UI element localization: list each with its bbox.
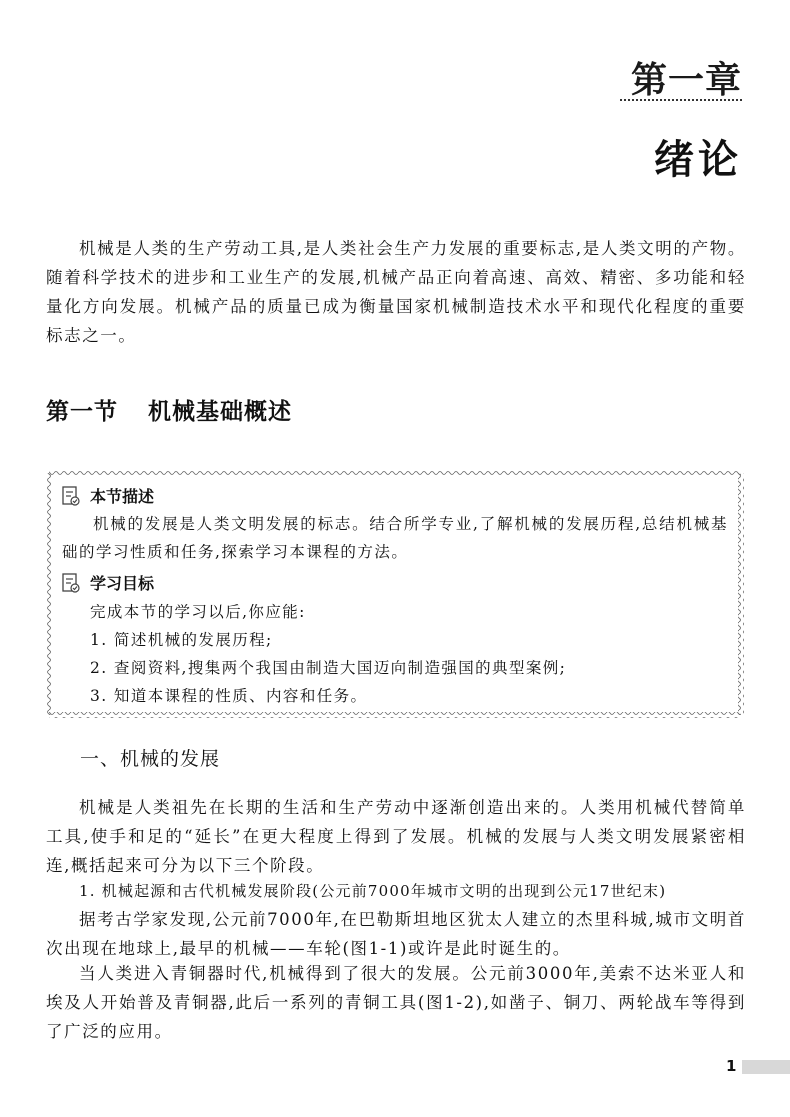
section-description-box bbox=[46, 470, 744, 718]
chapter-title: 绪论 bbox=[654, 137, 742, 183]
goals-heading: 学习目标 bbox=[62, 571, 154, 594]
checklist-icon bbox=[62, 573, 80, 593]
goal-item: 1. 简述机械的发展历程; bbox=[90, 631, 273, 649]
chapter-label: 第一章 bbox=[630, 60, 742, 101]
stage-heading: 1. 机械起源和古代机械发展阶段(公元前7000年城市文明的出现到公元17世纪末) bbox=[79, 882, 667, 900]
body-paragraph: 据考古学家发现,公元前7000年,在巴勒斯坦地区犹太人建立的杰里科城,城市文明首次出现在地球上,最早的机械——车轮(图1-1)或许是此时诞生的。 bbox=[46, 910, 746, 958]
body-paragraph: 当人类进入青铜器时代,机械得到了很大的发展。公元前3000年,美索不达米亚人和埃及人开始普及青铜器,此后一系列的青铜工具(图1-2),如凿子、铜刀、两轮战车等得到了广泛的应用。 bbox=[46, 964, 746, 1041]
chapter-divider bbox=[620, 99, 742, 101]
intro-paragraph: 机械是人类的生产劳动工具,是人类社会生产力发展的重要标志,是人类文明的产物。随着科学技术的进步和工业生产的发展,机械产品正向着高速、高效、精密、多功能和轻量化方向发展。机械产品的质量已成为衡量国家机械制造技术水平和现代化程度的重要标志之一。 bbox=[46, 239, 746, 345]
section-title: 机械基础概述 bbox=[148, 399, 292, 425]
page-edge-tab bbox=[742, 1060, 790, 1074]
checklist-icon bbox=[62, 486, 80, 506]
section-heading bbox=[46, 393, 292, 426]
subsection-heading: 一、机械的发展 bbox=[80, 748, 221, 770]
section-number: 第一节 bbox=[46, 399, 118, 425]
description-text: 机械的发展是人类文明发展的标志。结合所学专业,了解机械的发展历程,总结机械基础的学习性质和任务,探索学习本课程的方法。 bbox=[62, 515, 728, 561]
body-paragraph: 机械是人类祖先在长期的生活和生产劳动中逐渐创造出来的。人类用机械代替简单工具,使手和足的“延长”在更大程度上得到了发展。机械的发展与人类文明发展紧密相连,概括起来可分为以下三个阶段。 bbox=[46, 798, 746, 875]
goal-item: 2. 查阅资料,搜集两个我国由制造大国迈向制造强国的典型案例; bbox=[90, 659, 567, 677]
goal-item: 3. 知道本课程的性质、内容和任务。 bbox=[90, 687, 368, 705]
description-heading: 本节描述 bbox=[62, 484, 154, 507]
goals-intro: 完成本节的学习以后,你应能: bbox=[90, 603, 306, 621]
page-number: 1 bbox=[726, 1057, 737, 1075]
